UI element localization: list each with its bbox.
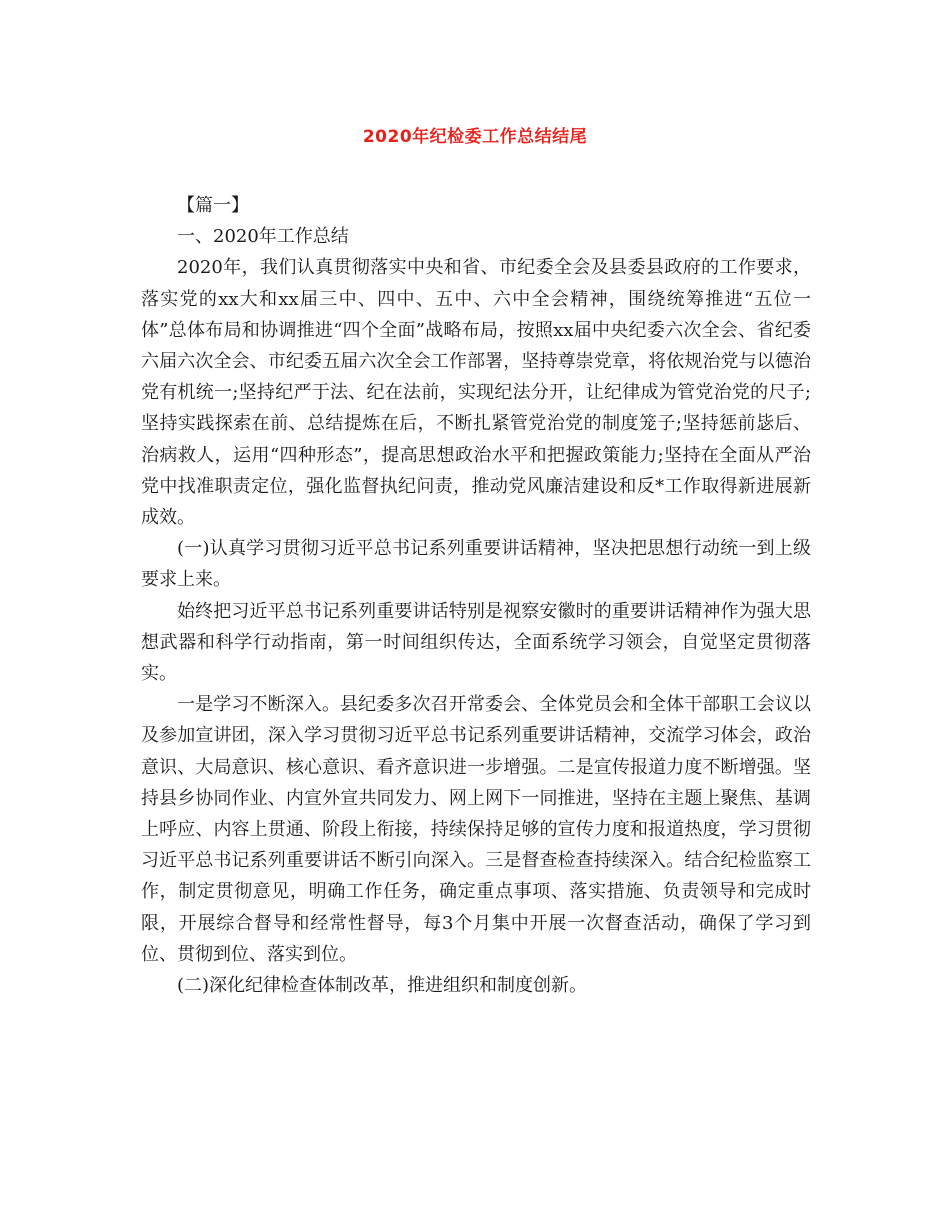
paragraph: 始终把习近平总书记系列重要讲话特别是视察安徽时的重要讲话精神作为强大思想武器和科学行动指南，第一时间组织传达，全面系统学习领会，自觉坚定贯彻落实。 [141,600,811,685]
section-label: 【篇一】 [177,195,249,216]
document-title: 2020年纪检委工作总结结尾 [362,127,588,147]
paragraph: (二)深化纪律检查体制改革，推进组织和制度创新。 [177,975,588,997]
paragraph: 2020年，我们认真贯彻落实中央和省、市纪委全会及县委县政府的工作要求，落实党的xx大和xx届三中、四中、五中、六中全会精神，围绕统筹推进“五位一体”总体布局和协调推进“四个全面”战略布局，按照xx届中央纪委六次全会、省纪委六届六次全会、市纪委五届六次全会工作部署，坚持尊崇党章，将依规治党与以德治党有机统一;坚持纪严于法、纪在法前，实现纪法分开，让纪律成为管党治党的尺子;坚持实践探索在前、总结提炼在后，不断扎紧管党治党的制度笼子;坚持惩前毖后、治病救人，运用“四种形态”，提高思想政治水平和把握政策能力;坚持在全面从严治党中找准职责定位，强化监督执纪问责，推动党风廉洁建设和反*工作取得新进展新成效。 [141,257,811,529]
paragraph: 一是学习不断深入。县纪委多次召开常委会、全体党员会和全体干部职工会议以及参加宣讲团，深入学习贯彻习近平总书记系列重要讲话精神，交流学习体会，政治意识、大局意识、核心意识、看齐意识进一步增强。二是宣传报道力度不断增强。坚持县乡协同作业、内宣外宣共同发力、网上网下一同推进，坚持在主题上聚焦、基调上呼应、内容上贯通、阶段上衔接，持续保持足够的宣传力度和报道热度，学习贯彻习近平总书记系列重要讲话不断引向深入。三是督查检查持续深入。结合纪检监察工作，制定贯彻意见，明确工作任务，确定重点事项、落实措施、负责领导和完成时限，开展综合督导和经常性督导，每3个月集中开展一次督查活动，确保了学习到位、贯彻到位、落实到位。 [141,694,811,965]
paragraph: (一)认真学习贯彻习近平总书记系列重要讲话精神，坚决把思想行动统一到上级要求上来。 [141,538,811,591]
subheading: 一、2020年工作总结 [177,226,349,248]
document-body [141,190,811,1001]
